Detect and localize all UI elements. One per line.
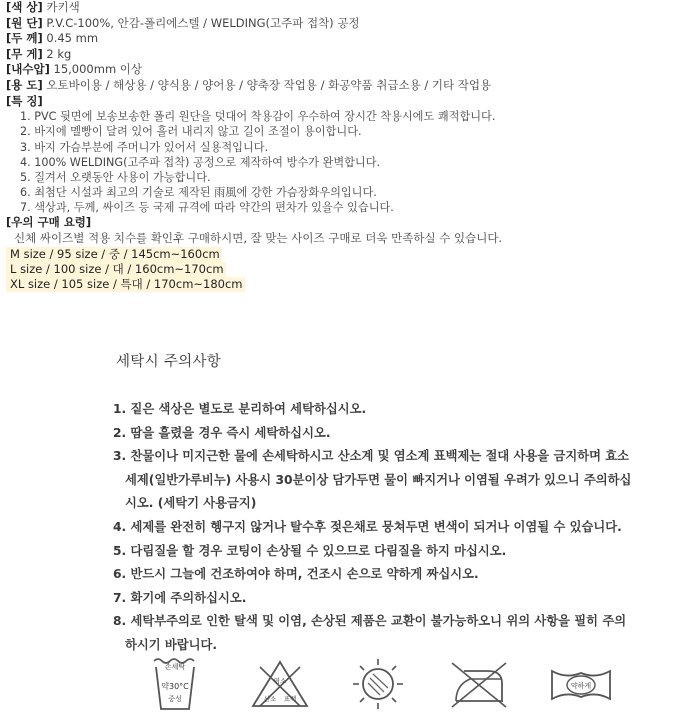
no-ironing-icon (448, 659, 510, 709)
wring-text: 약하게 (570, 682, 592, 690)
wash-item: 4. 세제를 완전히 헹구지 않거나 탈수후 젖은채로 뭉쳐두면 변색이 되거나 이염될 수 있습니다. (113, 519, 622, 534)
feature-item: 2. 바지에 멜빵이 달려 있어 흘러 내리지 않고 길이 조절이 용이합니다. (20, 125, 362, 139)
spec-features-heading: [특 징] (6, 93, 43, 108)
spec-label: [무 게] (6, 46, 43, 61)
product-spec (6, 0, 566, 292)
spec-label: [색 상] (6, 0, 43, 14)
spec-usage (6, 78, 566, 94)
bleach-right-text: 표백 (283, 695, 297, 703)
hand-wash-temp-text: 약30°C (161, 682, 189, 691)
wash-caution-list (113, 398, 653, 658)
bleach-left-text: 산소 (263, 695, 277, 703)
feature-item: 4. 100% WELDING(고주파 접착) 공정으로 제작하여 방수가 완벽합니다. (20, 155, 381, 169)
spec-value: 2 kg (46, 46, 72, 61)
spec-color (6, 0, 566, 16)
hand-wash-bottom-text: 중성 (168, 695, 182, 703)
feature-item: 3. 바지 가슴부분에 주머니가 있어서 실용적입니다. (20, 140, 269, 154)
spec-thickness (6, 31, 566, 47)
shade-dry-icon (350, 657, 406, 711)
wash-item: 1. 짙은 색상은 별도로 분리하여 세탁하십시오. (113, 402, 367, 416)
feature-item: 7. 색상과, 두께, 싸이즈 등 국제 규격에 따라 약간의 편차가 있을수 있습니다. (20, 201, 394, 215)
spec-value: 0.45 mm (46, 31, 99, 46)
wash-item-continued: 세제(일반가루비누) 사용시 30분이상 담가두면 물이 빠지거나 이염될 우려가 있으니 주의하십 (125, 472, 632, 487)
spec-value: 오토바이용 / 해상용 / 양식용 / 양어용 / 양축장 작업용 / 화공약품 취급소용 / 기타 작업용 (46, 77, 492, 92)
spec-label: [원 단] (6, 15, 43, 30)
spec-water-pressure (6, 62, 566, 78)
spec-value: 15,000mm 이상 (53, 62, 143, 77)
wash-item: 3. 찬물이나 미지근한 물에 손세탁하시고 산소계 및 염소계 표백제는 절대 사용을 금지하며 효소 (113, 449, 630, 464)
spec-value: 카키색 (46, 0, 80, 14)
spec-label: [내수압] (6, 62, 50, 77)
spec-label: [두 께] (6, 31, 43, 46)
size-row: M size / 95 size / 중 / 145cm~160cm (6, 247, 222, 262)
hand-wash-icon (150, 655, 200, 711)
wash-item: 5. 다림질을 할 경우 코팅이 손상될 수 있으므로 다림질을 하지 마십시오. (113, 543, 507, 558)
size-row: XL size / 105 size / 특대 / 170cm~180cm (6, 277, 245, 292)
feature-item: 1. PVC 뒷면에 보송보송한 폴리 원단을 덧대어 착용감이 우수하여 장시간 착용시에도 쾌적합니다. (20, 110, 496, 124)
bleach-top-text: 염소 (273, 677, 287, 685)
wash-item: 7. 화기에 주의하십시오. (113, 590, 247, 605)
purchase-guide-text: 신체 싸이즈별 적용 치수를 확인후 구매하시면, 잘 맞는 사이즈 구매로 더욱 만족하실 수 있습니다. (14, 231, 503, 246)
wash-item-continued: 하시기 바랍니다. (125, 637, 218, 652)
size-row: L size / 100 size / 대 / 160cm~170cm (6, 262, 226, 277)
wash-item: 6. 반드시 그늘에 건조하여야 하며, 건조시 손으로 약하게 짜십시오. (113, 567, 479, 582)
wash-item-continued: 시오. (세탁기 사용금지) (125, 496, 257, 511)
spec-value: P.V.C-100%, 안감-폴리에스텔 / WELDING(고주파 접착) 공정 (46, 15, 360, 30)
feature-item: 6. 최첨단 시설과 최고의 기술로 제작된 雨風에 강한 가슴장화우의입니다. (20, 186, 377, 200)
gentle-wring-icon (548, 665, 614, 705)
spec-label: [용 도] (6, 77, 43, 92)
no-bleach-icon (250, 659, 310, 709)
wash-item: 8. 세탁부주의로 인한 탈색 및 이염, 손상된 제품은 교환이 불가능하오니 위의 사항을 필히 주의 (113, 614, 627, 629)
spec-fabric (6, 16, 566, 32)
care-icons (0, 655, 699, 715)
wash-caution-title: 세탁시 주의사항 (116, 354, 222, 370)
purchase-guide-heading: [우의 구매 요령] (6, 215, 92, 230)
spec-weight (6, 47, 566, 63)
hand-wash-top-text: 손세탁 (164, 663, 186, 671)
wash-item: 2. 땀을 흘렸을 경우 즉시 세탁하십시오. (113, 425, 331, 440)
feature-item: 5. 질겨서 오랫동안 사용이 가능합니다. (20, 170, 211, 184)
